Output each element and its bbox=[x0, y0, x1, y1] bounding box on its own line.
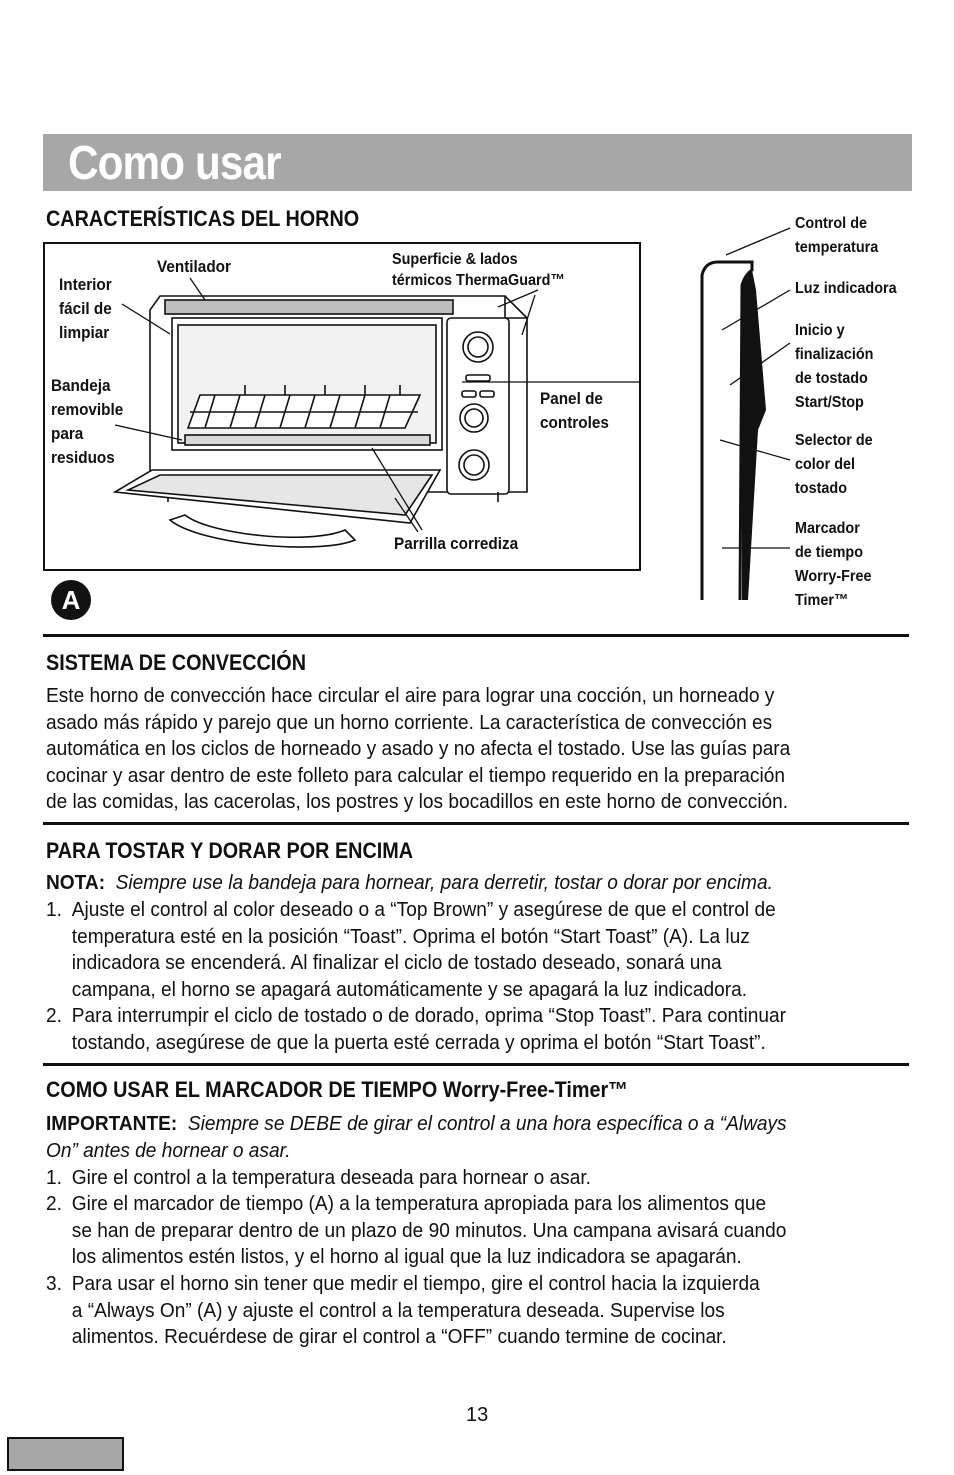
page-number: 13 bbox=[466, 1404, 489, 1426]
convection-heading: SISTEMA DE CONVECCIÓN bbox=[46, 650, 307, 675]
figure-badge: A bbox=[51, 580, 91, 620]
label-selector: Selector de color del tostado bbox=[795, 432, 873, 497]
section-divider bbox=[43, 1063, 909, 1066]
toast-heading: PARA TOSTAR Y DORAR POR ENCIMA bbox=[46, 838, 414, 863]
label-luz: Luz indicadora bbox=[795, 280, 897, 297]
section-divider bbox=[43, 634, 909, 637]
label-parrilla: Parrilla corrediza bbox=[394, 534, 519, 553]
features-heading: CARACTERÍSTICAS DEL HORNO bbox=[46, 206, 360, 231]
timer-important: IMPORTANTE: Siempre se DEBE de girar el control a una hora específica o a “Always On” antes de hornear o asar. bbox=[46, 1113, 787, 1162]
label-marcador: Marcador de tiempo Worry-Free Timer™ bbox=[795, 520, 872, 609]
label-bandeja: Bandeja removible para residuos bbox=[51, 376, 124, 467]
corner-tab bbox=[7, 1437, 124, 1471]
label-ventilador: Ventilador bbox=[157, 257, 231, 276]
label-panel: Panel de controles bbox=[540, 389, 609, 432]
label-superficie: Superficie & lados térmicos ThermaGuard™ bbox=[392, 251, 565, 289]
page-title: Como usar bbox=[68, 137, 281, 190]
label-inicio: Inicio y finalización de tostado Start/Stop bbox=[795, 322, 874, 411]
timer-heading: COMO USAR EL MARCADOR DE TIEMPO Worry-Free-Timer™ bbox=[46, 1077, 628, 1102]
label-control-temp: Control de temperatura bbox=[795, 215, 879, 256]
label-interior: Interior fácil de limpiar bbox=[59, 275, 112, 342]
convection-paragraph: Este horno de convección hace circular el aire para lograr una cocción, un horneado y asado más rápido y parejo que un horno corriente. La característica de convección es automática en los ciclos de horneado y asado y no afecta el tostado. Use las guías para cocinar y asar dentro de este folleto para calcular el tiempo requerido en la preparación de las comidas, las cacerolas, los postres y los bocadillos en este horno de convección. bbox=[46, 685, 791, 813]
section-divider bbox=[43, 822, 909, 825]
toast-note: NOTA: Siempre use la bandeja para hornear, para derretir, tostar o dorar por encima. bbox=[46, 872, 773, 894]
